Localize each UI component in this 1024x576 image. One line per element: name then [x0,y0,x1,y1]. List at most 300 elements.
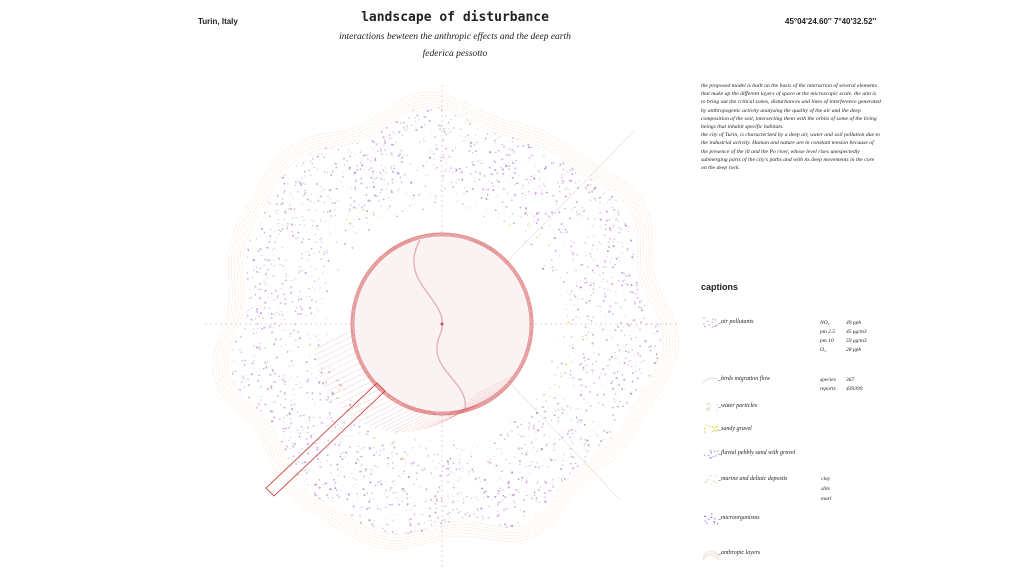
particle [605,263,606,264]
particle [597,435,598,436]
particle [427,455,429,457]
particle [418,163,419,164]
particle [320,258,322,260]
particle [346,218,348,220]
particle [651,311,652,312]
particle [299,224,301,226]
particle [632,372,634,374]
particle [577,356,578,357]
particle [617,397,618,398]
particle [521,448,522,449]
particle [269,215,271,217]
particle [290,294,291,295]
particle [509,463,510,464]
particle [290,418,291,419]
particle [561,363,563,365]
particle [401,157,403,159]
particle [391,168,392,169]
particle [602,368,604,370]
particle [637,353,639,355]
particle [305,184,306,185]
particle [600,306,602,308]
particle [419,141,420,142]
particle [309,355,310,356]
particle [314,316,315,317]
particle [378,482,380,484]
particle [271,410,273,412]
particle [372,212,374,214]
particle [545,198,546,199]
particle [459,477,460,478]
particle [292,421,293,422]
particle [294,403,296,405]
particle [506,154,508,156]
particle [611,381,612,382]
particle [337,200,339,202]
particle [377,505,378,506]
particle [531,417,533,419]
particle [434,195,436,197]
particle [574,348,575,349]
particle [239,349,240,350]
particle [365,217,367,219]
particle [636,325,637,326]
particle [350,400,351,401]
particle [437,454,439,456]
particle [617,220,618,221]
particle [391,454,392,455]
particle [290,208,292,210]
particle [561,177,562,178]
particle [585,386,587,388]
particle [255,285,256,286]
particle [514,185,515,186]
particle [297,313,299,315]
particle [447,468,449,470]
swatch-dot [708,455,709,456]
particle [324,483,326,485]
particle [277,321,278,322]
stat-value: 49 ppb [846,320,862,326]
particle [613,225,615,227]
particle [381,164,383,166]
swatch-dot [705,521,706,522]
particle [416,472,418,474]
particle [576,201,578,203]
particle [421,487,422,488]
particle [354,508,355,509]
particle [256,287,257,288]
particle [386,518,387,519]
particle [274,373,275,374]
particle [597,394,599,396]
particle [354,415,356,417]
swatch-dot [712,431,713,432]
particle [295,278,296,279]
particle [515,196,516,197]
particle [284,219,285,220]
particle [570,245,572,247]
particle [314,167,315,168]
particle [535,166,536,167]
swatch-dot [714,451,715,452]
particle [458,200,459,201]
particle [657,331,659,333]
particle [342,186,343,187]
particle [294,224,296,226]
particle [380,143,381,144]
particle [613,241,614,242]
particle [340,490,341,491]
particle [555,278,556,279]
particle [553,384,555,386]
particle [263,265,264,266]
particle [584,242,585,243]
particle [306,479,307,480]
particle [371,523,373,525]
particle [384,149,386,151]
particle [541,448,543,450]
particle [631,338,633,340]
particle [480,481,481,482]
particle [654,333,655,334]
particle [261,255,262,256]
particle [295,405,296,406]
particle [374,520,375,521]
particle [455,447,457,449]
particle [481,163,482,164]
particle [467,134,469,136]
particle [271,331,273,333]
particle [414,513,416,515]
particle [519,206,521,208]
particle [327,211,329,213]
particle [305,315,307,317]
swatch-dot [712,426,713,427]
particle [536,212,538,214]
particle [589,227,590,228]
particle [373,526,375,528]
core-hatch [402,412,442,432]
particle [611,283,613,285]
particle [576,211,577,212]
particle [287,351,289,353]
particle [426,188,427,189]
particle [552,486,554,488]
particle [609,431,611,433]
particle [342,176,344,178]
particle [527,214,528,215]
particle [355,179,356,180]
particle [320,202,321,203]
particle [340,240,341,241]
particle [455,115,457,117]
particle [591,191,593,193]
particle [422,209,424,211]
particle [296,307,297,308]
particle [396,497,397,498]
particle [287,186,288,187]
particle [307,484,308,485]
particle [635,389,637,391]
particle [370,201,371,202]
particle [508,168,510,170]
particle [319,153,320,154]
particle [444,502,445,503]
particle [396,492,397,493]
swatch-dot [715,319,716,320]
particle [506,526,508,528]
particle [402,473,403,474]
particle [361,448,362,449]
particle [385,169,386,170]
particle [640,321,642,323]
particle [625,350,627,352]
particle [648,346,649,347]
particle [551,360,553,362]
particle [307,426,309,428]
particle [410,509,411,510]
particle [409,118,410,119]
particle [503,146,505,148]
particle [584,289,585,290]
core-hatch [328,371,368,391]
particle [310,435,312,437]
particle [279,264,280,265]
particle [613,245,615,247]
particle [617,371,619,373]
particle [431,131,432,132]
particle [449,132,450,133]
particle [391,144,393,146]
particle [489,167,491,169]
particle [244,360,246,362]
particle [340,441,341,442]
particle [371,167,372,168]
swatch-dot [704,431,705,432]
particle [599,326,600,327]
particle [502,489,504,491]
particle [544,186,545,187]
particle [474,144,476,146]
particle [417,170,418,171]
particle [564,174,565,175]
particle [370,177,372,179]
particle [488,496,490,498]
particle [525,454,526,455]
particle [297,237,298,238]
particle [581,384,583,386]
particle [435,198,436,199]
particle [533,177,535,179]
particle [563,169,565,171]
particle [531,175,533,177]
particle [285,399,286,400]
particle [566,309,567,310]
particle [406,510,407,511]
particle [502,144,503,145]
particle [421,193,422,194]
particle [414,505,416,507]
swatch-dot [704,516,705,517]
particle [494,141,495,142]
swatch-flow [703,378,719,383]
particle [571,336,573,338]
particle [534,221,535,222]
particle [400,149,402,151]
particle [421,530,423,532]
particle [294,208,296,210]
particle [427,110,429,112]
stat-value: 28 ppb [846,347,862,353]
particle [381,131,382,132]
particle [543,184,544,185]
core-hatch [391,411,431,431]
particle [614,356,615,357]
particle [508,487,510,489]
particle [386,189,387,190]
swatch-dot [712,319,713,320]
particle [639,369,640,370]
particle [436,148,438,150]
particle [334,484,335,485]
center-point [441,323,444,326]
swatch-dot [706,425,707,426]
particle [544,168,546,170]
particle [299,337,301,339]
particle [648,375,650,377]
particle [498,493,500,495]
stat-row [820,377,863,386]
particle [412,197,414,199]
particle [548,490,550,492]
description-paragraph-1: the proposed model is built on the basis of the interaction of several elements that make up the different layers of space at the microscopic scale. the aim is to bring out the critical zones, disturbances and lines of interference generated by anthropogenic activity analysing the quality of the air and the deep composition of the soil, intersecting them with the orbits of some of the living beings that inhabit specific habitats. [701,83,881,131]
particle [539,169,540,170]
particle [257,323,258,324]
particle [360,162,361,163]
particle [569,169,571,171]
particle [343,426,344,427]
particle [359,151,361,153]
particle [488,180,490,182]
particle [315,403,316,404]
particle [545,417,546,418]
particle [464,513,466,515]
particle [443,157,445,159]
particle [298,271,300,273]
particle [379,454,380,455]
particle [572,344,574,346]
particle [586,365,588,367]
particle [336,248,337,249]
particle [518,522,519,523]
particle [546,443,547,444]
particle [371,162,372,163]
particle [514,456,515,457]
particle [561,223,563,225]
particle [602,404,604,406]
particle [522,193,524,195]
particle [269,235,271,237]
particle [464,123,465,124]
particle [323,211,324,212]
particle [401,489,403,491]
particle [285,212,287,214]
particle [555,442,556,443]
particle [405,532,407,534]
particle [284,375,285,376]
swatch-dot [704,326,705,327]
particle [536,514,537,515]
particle [296,464,297,465]
particle [368,507,370,509]
particle [340,453,341,454]
particle [365,468,367,470]
particle [535,236,537,238]
particle [264,347,266,349]
particle [330,175,332,177]
particle [514,506,516,508]
particle [520,436,521,437]
particle [571,169,572,170]
particle [335,426,337,428]
particle [272,250,273,251]
particle [273,260,274,261]
particle [306,438,307,439]
particle [265,302,267,304]
particle [579,181,580,182]
particle [430,150,431,151]
particle [495,465,497,467]
particle [431,524,432,525]
particle [475,151,477,153]
particle [314,202,315,203]
particle [541,227,543,229]
particle [521,162,522,163]
particle [295,339,297,341]
particle [232,349,233,350]
particle [614,393,616,395]
particle [578,213,580,215]
poster-subtitle: interactions bewteen the anthropic effects and the deep earth [339,32,571,42]
swatch-dot [710,450,711,451]
particle [419,195,420,196]
particle [426,448,427,449]
particle [302,162,304,164]
particle [558,489,559,490]
particle [644,360,645,361]
particle [629,273,630,274]
particle [318,381,320,383]
particle [590,405,592,407]
particle [615,358,616,359]
legend-label: _water particles [718,403,758,409]
particle [380,149,382,151]
particle [431,193,432,194]
particle [286,445,287,446]
particle [395,533,396,534]
particle [632,253,634,255]
particle [380,148,381,149]
particle [329,415,330,416]
particle [538,212,540,214]
particle [492,185,494,187]
particle [343,421,345,423]
particle [612,227,613,228]
particle [499,487,501,489]
particle [580,394,582,396]
particle [578,427,579,428]
